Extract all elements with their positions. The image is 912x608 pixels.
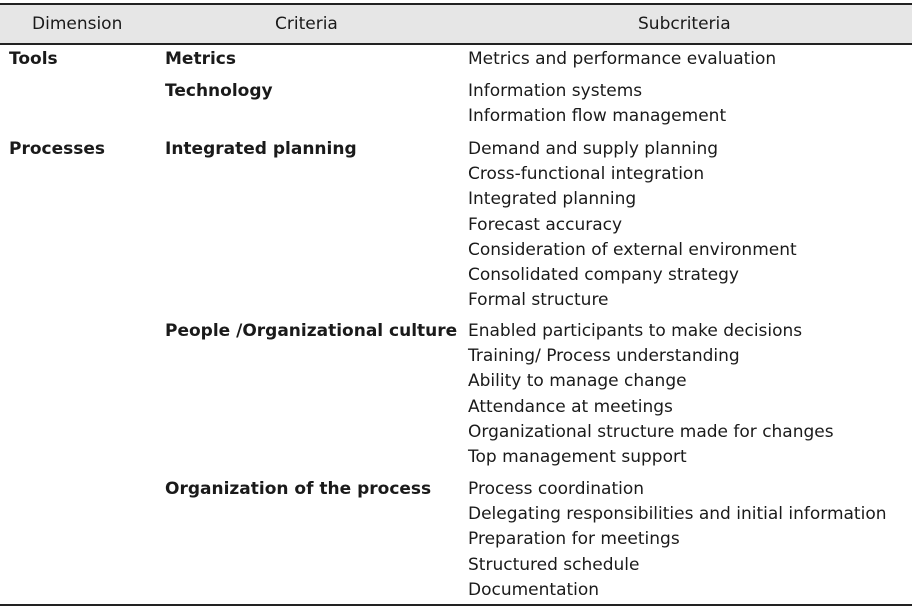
dimension-cell: Tools <box>9 49 58 69</box>
subcriteria-item: Ability to manage change <box>468 371 687 392</box>
header-criteria: Criteria <box>275 14 338 34</box>
subcriteria-item: Enabled participants to make decisions <box>468 321 803 341</box>
subcriteria-item: Attendance at meetings <box>468 396 673 417</box>
subcriteria-item: Information flow management <box>468 106 727 127</box>
subcriteria-item: Demand and supply planning <box>468 139 719 159</box>
subcriteria-item: Integrated planning <box>468 189 637 210</box>
subcriteria-item: Cross-functional integration <box>468 164 705 185</box>
subcriteria-item: Structured schedule <box>468 554 640 575</box>
criteria-cell: People /Organizational culture <box>165 321 458 341</box>
subcriteria-item: Organizational structure made for changes <box>468 421 834 442</box>
criteria-cell: Technology <box>165 81 273 101</box>
subcriteria-item: Consideration of external environment <box>468 239 797 260</box>
subcriteria-item: Forecast accuracy <box>468 214 623 235</box>
criteria-cell: Organization of the process <box>165 479 432 499</box>
subcriteria-item: Delegating responsibilities and initial information <box>468 504 887 525</box>
subcriteria-item: Preparation for meetings <box>468 529 680 550</box>
table-header <box>0 3 912 45</box>
subcriteria-list <box>468 79 726 129</box>
dimension-cell: Processes <box>9 139 106 159</box>
subcriteria-item: Information systems <box>468 81 643 101</box>
subcriteria-list <box>468 319 834 470</box>
subcriteria-item: Metrics and performance evaluation <box>468 49 777 69</box>
subcriteria-item: Process coordination <box>468 479 645 499</box>
criteria-cell: Metrics <box>165 49 236 69</box>
subcriteria-list <box>468 47 776 72</box>
header-subcriteria: Subcriteria <box>638 14 731 34</box>
subcriteria-item: Training/ Process understanding <box>468 346 740 367</box>
subcriteria-list <box>468 477 887 603</box>
subcriteria-item: Consolidated company strategy <box>468 264 739 285</box>
subcriteria-item: Formal structure <box>468 290 609 311</box>
table-bottom-rule <box>0 604 912 606</box>
subcriteria-list <box>468 137 797 313</box>
subcriteria-item: Documentation <box>468 579 600 600</box>
subcriteria-item: Top management support <box>468 446 687 467</box>
criteria-cell: Integrated planning <box>165 139 357 159</box>
header-dimension: Dimension <box>32 14 123 34</box>
